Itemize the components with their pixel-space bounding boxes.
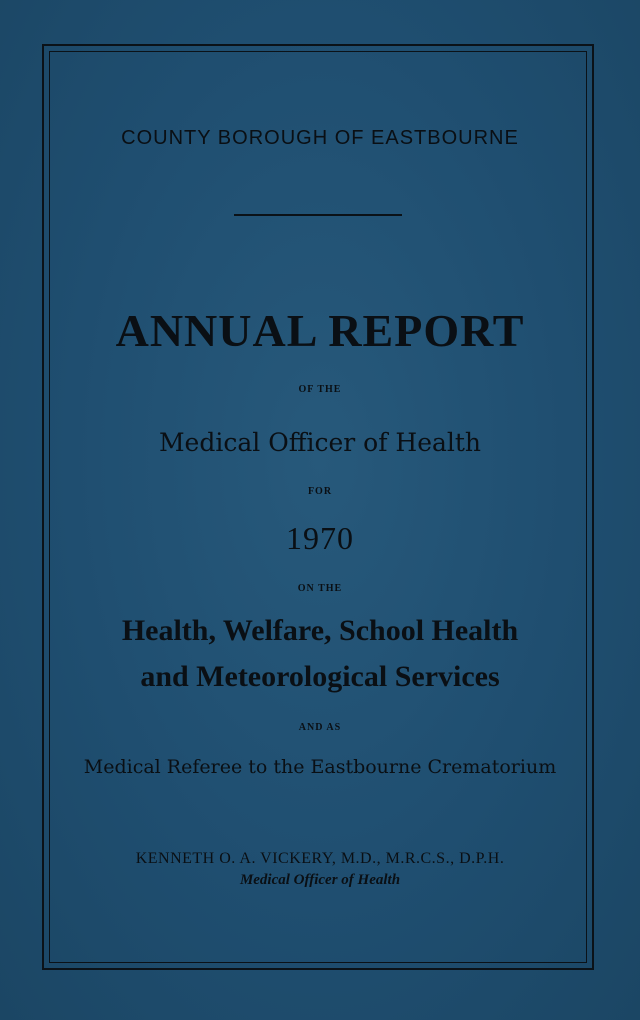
office-title: Medical Officer of Health (158, 428, 482, 457)
services-line-1: Health, Welfare, School Health (121, 614, 519, 647)
author-title: Medical Officer of Health (239, 872, 401, 888)
on-the-label: ON THE (297, 583, 343, 594)
divider-rule (234, 214, 402, 216)
services-line-2: and Meteorological Services (140, 660, 500, 693)
of-the-label: OF THE (298, 384, 342, 395)
county-heading: COUNTY BOROUGH OF EASTBOURNE (121, 127, 519, 149)
for-label: FOR (307, 486, 333, 497)
and-as-label: AND AS (298, 722, 342, 733)
inner-border (49, 51, 587, 963)
referee-line: Medical Referee to the Eastbourne Crematorium (83, 756, 557, 778)
report-year: 1970 (286, 520, 354, 556)
report-title: ANNUAL REPORT (115, 305, 525, 356)
author-name: KENNETH O. A. VICKERY, M.D., M.R.C.S., D.P.H. (135, 850, 505, 867)
